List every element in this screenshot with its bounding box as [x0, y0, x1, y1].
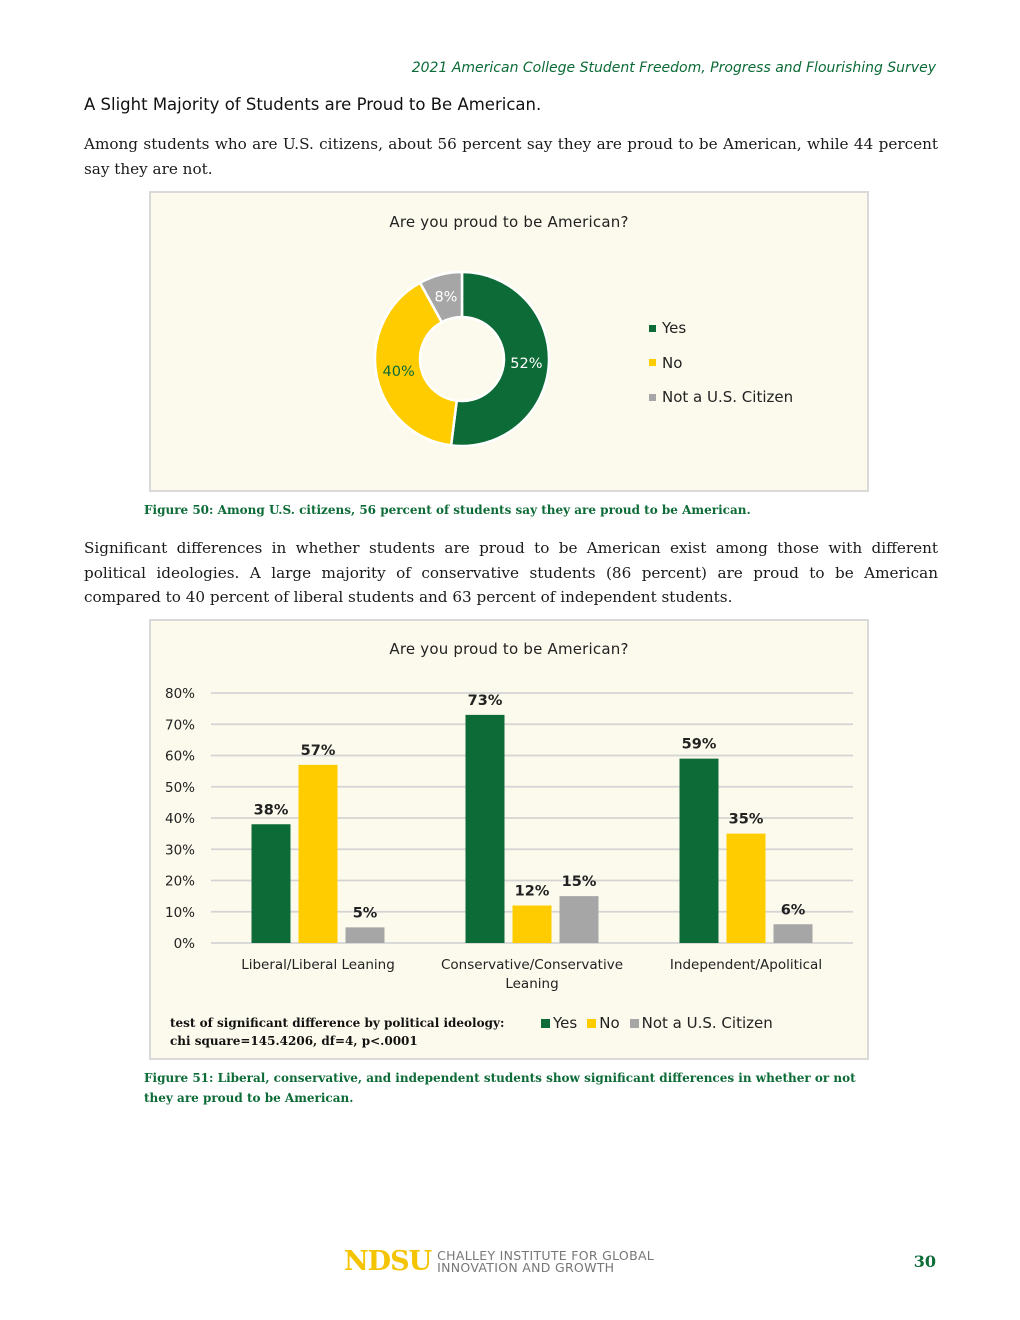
ndsu-logo-mark: NDSU — [344, 1246, 432, 1277]
bar-not-a-u-s-citizen-liberal-liberal-leaning — [346, 927, 385, 943]
figure-50-caption: Figure 50: Among U.S. citizens, 56 percent of students say they are proud to be American. — [144, 503, 751, 517]
legend-label-yes: Yes — [662, 319, 687, 338]
bar-no-liberal-liberal-leaning — [299, 765, 338, 943]
y-tick-label: 60% — [164, 748, 195, 765]
legend-swatch-no — [587, 1019, 596, 1028]
y-tick-label: 80% — [164, 686, 195, 702]
bar-value-label: 5% — [352, 905, 378, 922]
bar-value-label: 73% — [467, 692, 503, 709]
bar-value-label: 12% — [514, 883, 550, 900]
legend-swatch-not-citizen — [630, 1019, 639, 1028]
donut-chart-box — [149, 191, 869, 492]
x-category-label: Conservative/Conservative — [440, 957, 624, 973]
legend-item-yes — [541, 1014, 577, 1032]
legend-swatch-yes — [541, 1019, 550, 1028]
bar-chart-box — [149, 619, 869, 1060]
y-tick-label: 40% — [164, 811, 195, 827]
significance-note-line-2: chi square=145.4206, df=4, p<.0001 — [170, 1034, 418, 1048]
bar-legend — [541, 1014, 783, 1032]
figure-51-caption: Figure 51: Liberal, conservative, and independent students show significant differences in whether or not they are proud to be American. — [144, 1071, 856, 1105]
footer-logo — [344, 1246, 654, 1277]
y-tick-label: 10% — [164, 904, 195, 921]
legend-label-no: No — [662, 353, 683, 372]
legend-item-yes — [649, 311, 793, 346]
legend-item-no — [587, 1014, 619, 1032]
bar-value-label: 6% — [780, 902, 806, 919]
section-heading: A Slight Majority of Students are Proud to Be American. — [84, 95, 542, 114]
legend-label-yes: Yes — [553, 1014, 578, 1032]
x-category-label: Leaning — [505, 976, 559, 992]
page-number: 30 — [913, 1252, 936, 1271]
paragraph-ideology: Significant differences in whether students are proud to be American exist among those with different political ideologies. A large majority of conservative students (86 percent) are proud to be American compared to 40 percent of liberal students and 63 percent of independent students. — [84, 539, 938, 606]
institute-name-line-1: CHALLEY INSTITUTE FOR GLOBAL — [437, 1247, 655, 1263]
donut-chart-title: Are you proud to be American? — [389, 213, 629, 231]
donut-label-yes: 52% — [510, 356, 543, 373]
bar-not-a-u-s-citizen-independent-apolitical — [774, 924, 813, 943]
bar-yes-independent-apolitical — [680, 759, 719, 943]
x-category-label: Independent/Apolitical — [669, 957, 823, 973]
legend-item-no — [649, 346, 793, 381]
bar-value-label: 59% — [681, 736, 717, 753]
legend-swatch-not-citizen — [649, 394, 656, 401]
x-category-label: Liberal/Liberal Leaning — [241, 957, 395, 973]
bar-value-label: 38% — [253, 802, 289, 819]
paragraph-intro: Among students who are U.S. citizens, about 56 percent say they are proud to be American, while 44 percent say they are not. — [84, 135, 938, 178]
bar-value-label: 35% — [728, 811, 764, 828]
y-tick-label: 30% — [164, 842, 195, 859]
legend-swatch-yes — [649, 325, 656, 332]
bar-value-label: 15% — [561, 874, 597, 891]
donut-label-no: 40% — [382, 364, 415, 381]
legend-item-not-citizen — [649, 380, 793, 415]
y-tick-label: 0% — [173, 936, 195, 952]
legend-label-no: No — [599, 1014, 620, 1032]
significance-note-line-1: test of significant difference by political ideology: — [170, 1016, 505, 1030]
donut-label-not-a-u-s-citizen: 8% — [434, 289, 458, 306]
y-tick-label: 70% — [164, 717, 195, 734]
bar-not-a-u-s-citizen-conservative-conservative-leaning — [560, 896, 599, 943]
bar-chart — [151, 621, 867, 1058]
y-tick-label: 20% — [164, 873, 195, 890]
bar-yes-conservative-conservative-leaning — [466, 715, 505, 943]
legend-label-not-citizen: Not a U.S. Citizen — [662, 388, 794, 407]
bar-chart-title: Are you proud to be American? — [389, 640, 629, 658]
running-header: 2021 American College Student Freedom, Progress and Flourishing Survey — [411, 60, 936, 76]
y-tick-label: 50% — [164, 779, 195, 796]
legend-item-not-citizen — [630, 1014, 773, 1032]
bar-yes-liberal-liberal-leaning — [252, 824, 291, 943]
donut-legend — [649, 311, 793, 415]
significance-note — [170, 1014, 504, 1050]
legend-swatch-no — [649, 359, 656, 366]
bar-value-label: 57% — [300, 742, 336, 759]
legend-label-not-citizen: Not a U.S. Citizen — [641, 1014, 773, 1032]
bar-no-independent-apolitical — [727, 834, 766, 943]
institute-name-line-2: INNOVATION AND GROWTH — [437, 1259, 615, 1275]
institute-name — [437, 1247, 655, 1275]
bar-no-conservative-conservative-leaning — [513, 906, 552, 944]
